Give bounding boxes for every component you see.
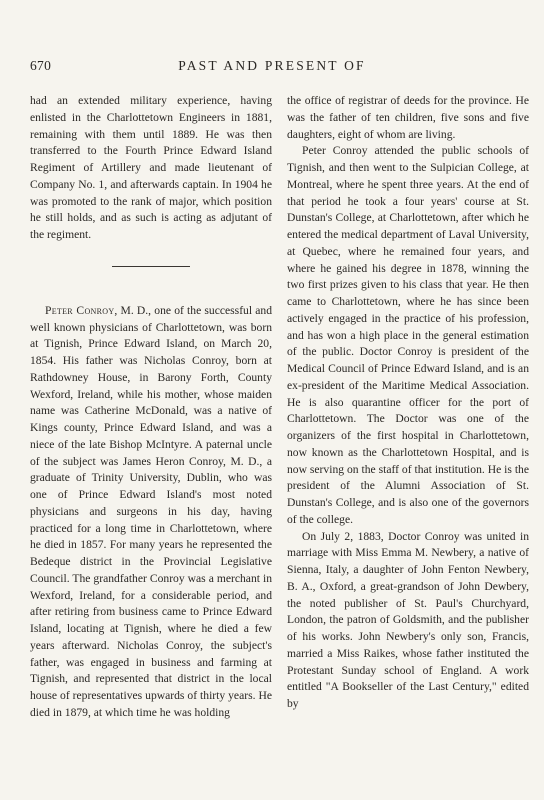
running-head: PAST AND PRESENT OF bbox=[178, 58, 366, 73]
page-number: 670 bbox=[30, 58, 52, 73]
paragraph-education-career: Peter Conroy attended the public schools of Tignish, and then went to the Sulpician College, at Montreal, where he spent three years. At the end of that period he took a four years' course at St. Dunstan's College, at Charlottetown, after which he entered the medical department of Laval University, at Quebec, where he remained four years, and where he gained his degree in 1878, winning the two first prizes given to his class that year. He then came to Charlottetown, where he has since been actively engaged in the practice of his profession, and has won a high place in the general estimation of the public. Doctor Conroy is president of the Medical Council of Prince Edward Island, and is an ex-president of the Maritime Medical Association. He is also quarantine officer for the port of Charlottetown. The Doctor was one of the organizers of the first hospital in Charlottetown, now known as the Charlottetown Hospital, and is now serving on the staff of that institution. He is the president of the Alumni Association of St. Dunstan's College, and is also one of the governors of the college. bbox=[287, 144, 529, 526]
paragraph-military-experience: had an extended military experience, having enlisted in the Charlottetown Engineers in 1881, remaining with them until 1889. He was then transferred to the Fourth Prince Edward Island Regiment of Artillery and made lieutenant of Company No. 1, and afterwards captain. In 1904 he was promoted to the rank of major, which position he still holds, and as such is acting as adjutant of the regiment. bbox=[30, 94, 272, 241]
section-divider bbox=[112, 266, 190, 267]
paragraph-peter-conroy-intro bbox=[30, 303, 272, 722]
paragraph-registrar: the office of registrar of deeds for the province. He was the father of ten children, five sons and five daughters, eight of whom are living. bbox=[287, 94, 529, 141]
paragraph-peter-conroy-text: , M. D., one of the successful and well known physicians of Charlottetown, was born at Tignish, Prince Edward Island, on March 20, 1854. His father was Nicholas Conroy, born at Rathdowney House, in Barony Forth, County Wexford, Ireland, while his mother, whose maiden name was Catherine McDonald, was a native of Kings county, Prince Edward Island, and was a niece of the late Bishop McIntyre. A paternal uncle of the subject was James Heron Conroy, M. D., a graduate of Trinity University, Dublin, who was one of Prince Edward Island's most noted physicians and surgeons in his day, having practiced for a long time in Charlottetown, where he died in 1857. For many years he represented the Bedeque district in the Provincial Legislative Council. The grandfather Conroy was a merchant in Wexford, Ireland, for a considerable period, and after retiring from business came to Prince Edward Island, locating at Tignish, where he died a few years afterward. Nicholas Conroy, the subject's father, was engaged in business and farming at Tignish, and represented that district in the local house of representatives upwards of thirty years. He died in 1879, at which time he was holding bbox=[30, 303, 272, 719]
paragraph-marriage: On July 2, 1883, Doctor Conroy was united in marriage with Miss Emma M. Newbery, a native of Sienna, Italy, a daughter of John Fenton Newbery, B. A., Oxford, a great-grandson of John Dewbery, the noted publisher of St. Paul's Churchyard, London, the patron of Goldsmith, and the publisher of his works. John Newbery's only son, Francis, married a Miss Raikes, whose father instituted the Protestant Sunday school of England. A work entitled "A Bookseller of the Last Century," edited by bbox=[287, 529, 529, 710]
right-column bbox=[287, 93, 529, 713]
left-column bbox=[30, 93, 272, 722]
subject-name: Peter Conroy bbox=[45, 303, 115, 317]
